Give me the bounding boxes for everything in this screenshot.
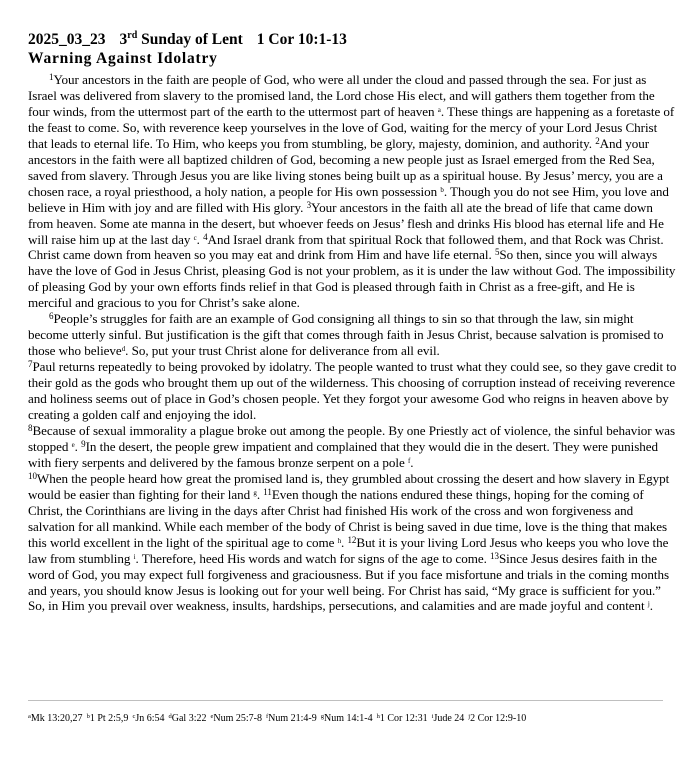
text-run: Since Jesus desires faith in the word of God, you may expect full forgiveness and graciousness. But if you face misfortune and trials in the coming months and years, you should know Jesus is looking out for your well being. For Christ has said, “My grace is sufficient for you.” So, in Him you prevail over weakness, insults, hardships, persecutions, and calamities and are made joyful and content bbox=[28, 550, 669, 614]
document-subtitle: Warning Against Idolatry bbox=[28, 50, 218, 67]
text-run: And your ancestors in the faith were all baptized children of God, becoming a new people just as Israel emerged from the Red Sea, saved from slavery. Through Jesus you are like living stones being built up as a spiritual house. By Jesus’ mercy, you are a chosen race, a royal priesthood, a holy nation, a people for His own possession bbox=[28, 135, 663, 199]
verse-number: 8 bbox=[28, 422, 33, 433]
verse-number: 7 bbox=[28, 359, 33, 370]
text-run: Your ancestors in the faith all ate the bread of life that came down from heaven. Some ate manna in the desert, but whoever feeds on Jesus’ flesh and drinks His blood has eternal life and He will raise him up at the last day bbox=[28, 199, 664, 247]
footnote-marker: j bbox=[647, 600, 650, 609]
text-run: . bbox=[341, 534, 348, 550]
document-title bbox=[28, 30, 677, 49]
footnote-marker: b bbox=[440, 185, 444, 194]
footnote-reference: 1 Pt 2:5,9 bbox=[89, 713, 129, 724]
footnote-letter: g bbox=[320, 713, 324, 720]
paragraph bbox=[28, 72, 677, 311]
text-run: Because of sexual immorality a plague broke out among the people. By one Priestly act of violence, the sinful behavior was stopped bbox=[28, 422, 676, 454]
footnote-letter: a bbox=[28, 713, 31, 720]
text-run: And Israel drank from that spiritual Rock that followed them, and that Rock was Christ. Christ came down from heaven so you may eat and drink from Him and have life eternal. bbox=[28, 231, 664, 263]
footnote-marker: e bbox=[71, 440, 75, 449]
footnote-entry bbox=[468, 713, 526, 724]
title-sunday-name: Sunday of Lent bbox=[141, 31, 243, 48]
title-sunday-ordinal: rd bbox=[127, 30, 138, 41]
footnote-reference: Num 25:7-8 bbox=[213, 713, 262, 724]
text-run: So then, since you will always have the love of God in Jesus Christ, pleasing God is not your problem, as it is under the law without God. The impossibility of pleasing God by your own efforts finds relief in that God is pleased through faith in Christ as a free-gift, and He is merciful and gracious to you for Christ’s sake alone. bbox=[28, 247, 676, 311]
footnote-marker: i bbox=[133, 552, 136, 561]
footnote-marker: a bbox=[437, 105, 441, 114]
document-body bbox=[28, 72, 677, 614]
verse-number: 4 bbox=[203, 231, 208, 242]
text-run: . Therefore, heed His words and watch for signs of the age to come. bbox=[135, 550, 491, 566]
title-sunday-number: 3 bbox=[119, 31, 128, 48]
footnote-divider bbox=[28, 700, 663, 701]
text-run: When the people heard how great the promised land is, they grumbled about crossing the desert and how slavery in Egypt would be easier than fighting for their land bbox=[28, 470, 670, 502]
text-run: In the desert, the people grew impatient and complained that they would die in the desert. They were punished with fiery serpents and delivered by the famous bronze serpent on a pole bbox=[28, 438, 659, 470]
text-run: But it is your living Lord Jesus who keeps you who love the law from stumbling bbox=[28, 534, 669, 566]
footnote-list bbox=[28, 712, 530, 725]
footnote-reference: Gal 3:22 bbox=[171, 713, 207, 724]
footnote-reference: Jude 24 bbox=[433, 713, 465, 724]
verse-number: 3 bbox=[306, 199, 312, 210]
verse-number: 6 bbox=[49, 311, 54, 322]
text-run: . bbox=[256, 486, 264, 502]
footnote-entry bbox=[28, 713, 83, 724]
footnote-letter: j bbox=[468, 713, 471, 720]
verse-number: 1 bbox=[49, 72, 54, 82]
footnote-letter: c bbox=[132, 713, 136, 720]
footnote-entry bbox=[377, 713, 428, 724]
title-reference: 1 Cor 10:1-13 bbox=[256, 31, 347, 48]
footnote-reference: Num 21:4-9 bbox=[268, 713, 317, 724]
footnote-reference: Jn 6:54 bbox=[135, 713, 165, 724]
footnote-letter: h bbox=[376, 713, 380, 720]
text-run: Your ancestors in the faith are people of God, who were all under the cloud and passed through the sea. For just as Israel was delivered from slavery to the promised land, the Lord chose His elect, and will gathers them together from the four winds, from the uttermost part of the earth to the uttermost part of heaven bbox=[28, 72, 655, 119]
footnote-entry bbox=[210, 713, 262, 724]
verse-number: 12 bbox=[347, 534, 357, 545]
footnote-entry bbox=[132, 713, 164, 724]
text-run: . These things are happening as a foretaste of the feast to come. So, with reverence keep yourselves in the love of God, waiting for the mercy of your Lord Jesus Christ that leads to eternal life. To Him, who keeps you from stumbling, be glory, majesty, dominion, and authority. bbox=[28, 103, 675, 151]
text-run: People’s struggles for faith are an example of God consigning all things to sin so that through the law, sin might become utterly sinful. But justification is the gift that comes through faith in Jesus Christ, because salvation is promised to those who believe bbox=[28, 311, 664, 359]
verse-number: 10 bbox=[28, 470, 37, 481]
verse-number: 5 bbox=[494, 247, 500, 258]
footnote-reference: Mk 13:20,27 bbox=[30, 713, 83, 724]
footnote-entry bbox=[321, 713, 373, 724]
text-run: Even though the nations endured these things, hoping for the coming of Christ, the Corinthians are living in the days after Christ had finished His work of the cross and won forgiveness and salvation for all mankind. While each member of the body of Christ is being saved in due time, love is the thing that makes this world excellent in the light of the spiritual age to come bbox=[28, 486, 668, 550]
footnote-letter: b bbox=[86, 713, 90, 720]
footnote-marker: g bbox=[253, 488, 257, 497]
text-run: . bbox=[74, 438, 82, 454]
footnote-reference: Num 14:1-4 bbox=[324, 713, 373, 724]
footnote-letter: d bbox=[168, 713, 172, 720]
footnote-reference: 2 Cor 12:9-10 bbox=[470, 713, 527, 724]
verse-number: 11 bbox=[263, 486, 272, 497]
title-date: 2025_03_23 bbox=[28, 31, 106, 48]
text-run: . bbox=[196, 231, 204, 247]
footnote-letter: f bbox=[265, 713, 269, 720]
footnote-marker: f bbox=[407, 456, 411, 465]
verse-number: 2 bbox=[595, 135, 600, 146]
footnote-letter: e bbox=[210, 713, 214, 720]
footnote-marker: c bbox=[193, 233, 197, 242]
footnote-reference: 1 Cor 12:31 bbox=[379, 713, 428, 724]
text-run: . Though you do not see Him, you love and believe in Him with joy and are filled with His glory. bbox=[28, 183, 669, 215]
text-run: . bbox=[410, 454, 414, 470]
footnote-entry bbox=[169, 713, 207, 724]
footnote-letter: i bbox=[431, 713, 434, 720]
paragraph bbox=[28, 311, 677, 614]
footnote-entry bbox=[266, 713, 317, 724]
text-run: . bbox=[649, 598, 653, 614]
footnote-entry bbox=[432, 713, 465, 724]
verse-number: 13 bbox=[490, 550, 499, 561]
text-run: Paul returns repeatedly to being provoked by idolatry. The people wanted to trust what they could see, so they gave credit to their gold as the gods who brought them up out of the wilderness. This choosing of corruption instead of receiving reverence and holiness seems out of place in God’s chosen people. Yet they forgot your awesome God who reigns in heaven above by creating a golden calf and enjoying the idol. bbox=[28, 359, 677, 423]
text-run: . So, put your trust Christ alone for deliverance from all evil. bbox=[125, 343, 440, 359]
footnote-entry bbox=[87, 713, 129, 724]
footnote-marker: h bbox=[337, 536, 342, 545]
verse-number: 9 bbox=[81, 438, 86, 449]
footnote-marker: d bbox=[121, 345, 126, 354]
